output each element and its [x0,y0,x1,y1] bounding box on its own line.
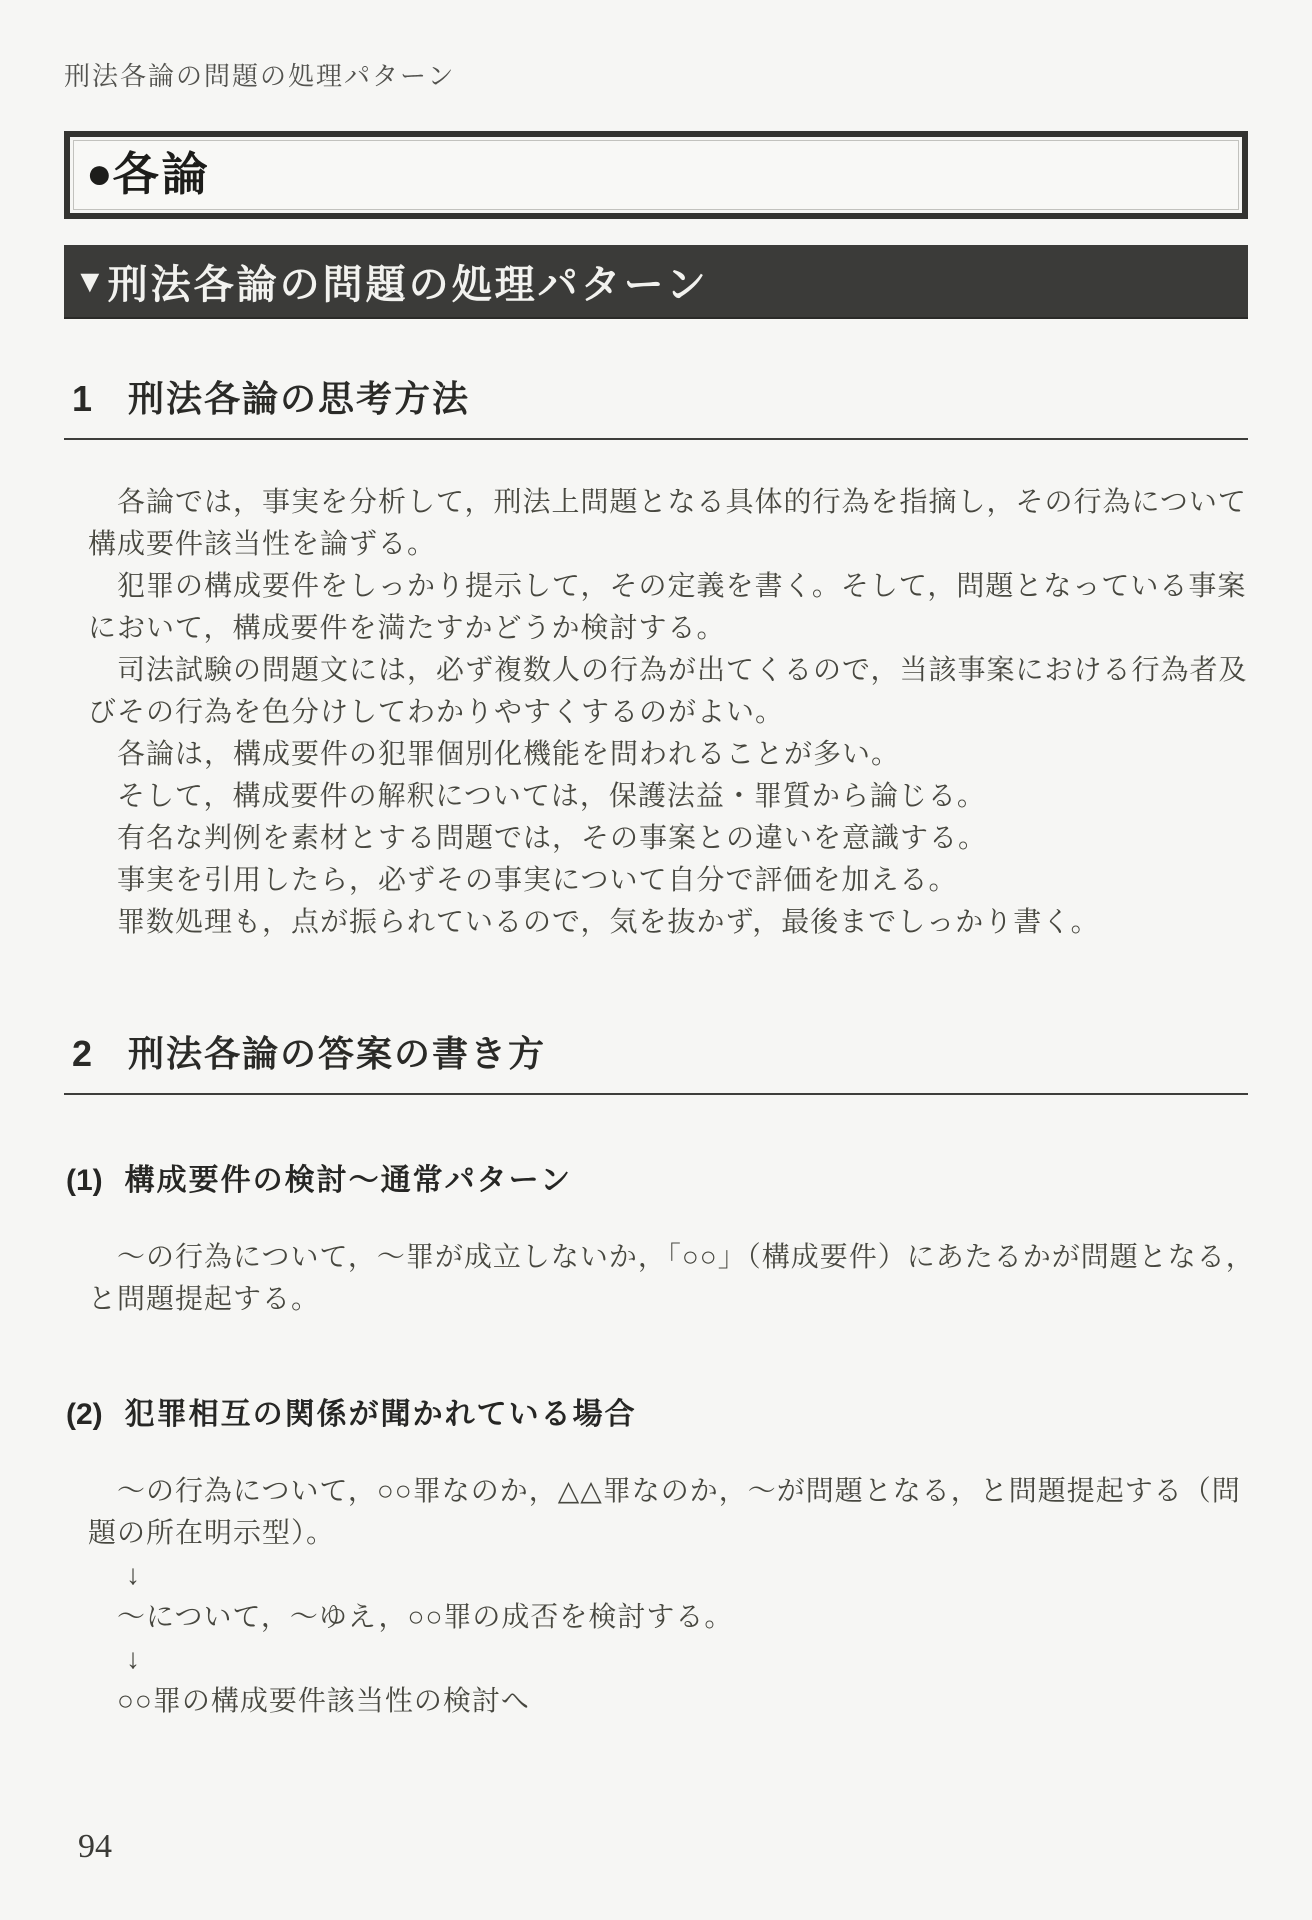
text-line: において，構成要件を満たすかどうか検討する。 [88,613,726,644]
filled-circle-icon: ● [86,149,113,198]
chapter-banner [64,245,1248,317]
text-line: ○○罪の構成要件該当性の検討へ [117,1686,530,1717]
text-line: 罪数処理も，点が振られているので，気を抜かず，最後までしっかり書く。 [117,907,1100,938]
page-number: 94 [78,1828,112,1865]
subsection-label: (2) [66,1398,103,1431]
section-1-body [88,482,1248,944]
down-arrow-glyph: ↓ [126,1644,141,1675]
section-number: 1 [72,378,93,419]
subsection-title: 構成要件の検討～通常パターン [124,1164,573,1197]
part-heading-box [64,131,1248,219]
subsection-1-heading [64,1155,1248,1199]
text-line: 有名な判例を素材とする問題では，その事案との違いを意識する。 [117,823,988,854]
text-line: 司法試験の問題文には，必ず複数人の行為が出てくるので，当該事案における行為者及 [117,655,1248,686]
text-line: 事実を引用したら，必ずその事実について自分で評価を加える。 [117,865,958,896]
down-arrow-glyph: ↓ [126,1560,141,1591]
section-2-heading [64,1026,1248,1095]
text-line: 犯罪の構成要件をしっかり提示して，その定義を書く。そして，問題となっている事案 [117,571,1247,602]
chapter-banner-title: 刑法各論の問題の処理パターン [107,262,709,307]
text-line: びその行為を色分けしてわかりやすくするのがよい。 [88,697,785,728]
text-line: 構成要件該当性を論ずる。 [88,529,437,560]
text-line: ～の行為について，○○罪なのか，△△罪なのか，～が問題となる，と問題提起する（問 [117,1476,1241,1507]
text-line: 各論では，事実を分析して，刑法上問題となる具体的行為を指摘し，その行為について [117,487,1247,518]
part-title: 各論 [112,148,211,200]
section-1-heading [64,371,1248,440]
subsection-2-heading [64,1389,1248,1433]
subsection-1-body [88,1237,1255,1321]
down-triangle-icon: ▼ [74,262,106,299]
text-line: 題の所在明示型）。 [88,1518,336,1549]
section-title: 刑法各論の思考方法 [128,378,471,419]
text-line: と問題提起する。 [88,1284,321,1315]
subsection-2-body [88,1471,1248,1723]
section-number: 2 [72,1033,93,1074]
text-line: そして，構成要件の解釈については，保護法益・罪質から論じる。 [117,781,986,812]
subsection-label: (1) [66,1164,103,1197]
section-title: 刑法各論の答案の書き方 [128,1033,547,1074]
text-line: 各論は，構成要件の犯罪個別化機能を問われることが多い。 [117,739,901,770]
text-line: ～の行為について，～罪が成立しないか，「○○」（構成要件）にあたるかが問題となる， [117,1242,1255,1273]
running-header: 刑法各論の問題の処理パターン [64,61,456,91]
subsection-title: 犯罪相互の関係が聞かれている場合 [124,1398,637,1431]
text-line: ～について，～ゆえ，○○罪の成否を検討する。 [117,1602,734,1633]
